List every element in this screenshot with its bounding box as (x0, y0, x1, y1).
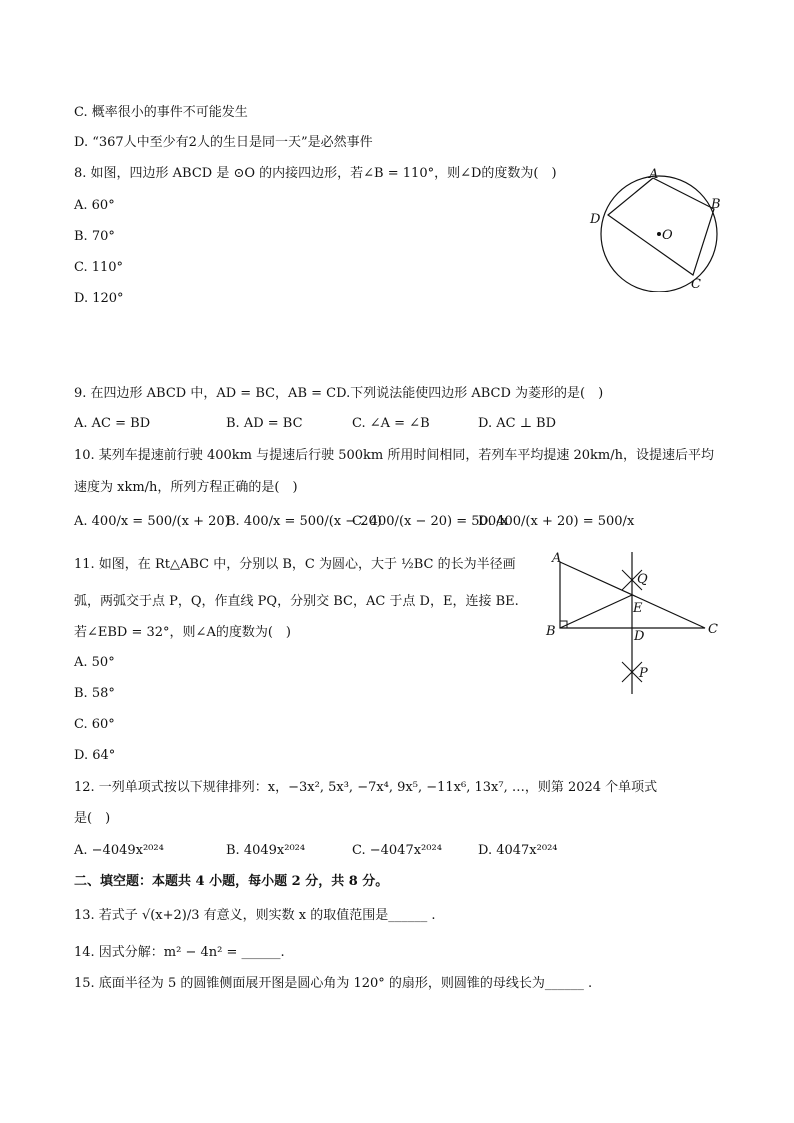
option-c: C. ∠A = ∠B (352, 416, 430, 431)
option-text: C. 概率很小的事件不可能发生 (74, 105, 248, 120)
section-heading: 二、填空题：本题共 4 小题，每小题 2 分，共 8 分。 (74, 874, 389, 889)
label-b: B (546, 624, 556, 639)
option-b: B. AD = BC (226, 416, 303, 431)
question-14: 14. 因式分解：m² − 4n² = ______. (74, 945, 285, 960)
question-13: 13. 若式子 √(x+2)/3 有意义，则实数 x 的取值范围是______ . (74, 908, 436, 923)
option-a: A. −4049x²⁰²⁴ (74, 843, 164, 858)
question-10-cont: 速度为 xkm/h，所列方程正确的是( ) (74, 480, 298, 495)
label-d: D (590, 212, 601, 227)
label-q: Q (637, 572, 648, 587)
option-c: C. 110° (74, 260, 124, 275)
option-b: B. 70° (74, 229, 115, 244)
option-a: A. 50° (74, 655, 115, 670)
option-c: C. 60° (74, 717, 115, 732)
option-d: D. 400/(x + 20) = 500/x (478, 514, 635, 529)
option-a: A. 400/x = 500/(x + 20) (74, 514, 230, 529)
option-text: D. “367人中至少有2人的生日是同一天”是必然事件 (74, 135, 373, 150)
option-c: C. 400/(x − 20) = 500/x (352, 514, 508, 529)
label-c: C (691, 277, 701, 292)
label-a: A (649, 167, 659, 182)
triangle-figure (540, 548, 730, 698)
option-d: D. AC ⊥ BD (478, 416, 557, 431)
question-11: 11. 如图，在 Rt△ABC 中，分别以 B，C 为圆心，大于 ½BC 的长为半径画 (74, 557, 516, 572)
option-d: D. 120° (74, 291, 124, 306)
question-15: 15. 底面半径为 5 的圆锥侧面展开图是圆心角为 120° 的扇形，则圆锥的母线长为______ . (74, 976, 593, 991)
label-a: A (552, 551, 562, 566)
label-d: D (634, 629, 645, 644)
label-p: P (639, 666, 648, 681)
label-c: C (708, 622, 718, 637)
option-c: C. −4047x²⁰²⁴ (352, 843, 442, 858)
circle-figure (582, 162, 732, 292)
question-9: 9. 在四边形 ABCD 中，AD = BC，AB = CD.下列说法能使四边形 ABCD 为菱形的是( ) (74, 386, 604, 401)
question-12: 12. 一列单项式按以下规律排列：x，−3x², 5x³, −7x⁴, 9x⁵, −11x⁶, 13x⁷, …，则第 2024 个单项式 (74, 780, 658, 795)
question-10: 10. 某列车提速前行驶 400km 与提速后行驶 500km 所用时间相同，若列车平均提速 20km/h，设提速后平均 (74, 448, 715, 463)
label-e: E (633, 601, 643, 616)
option-b: B. 58° (74, 686, 115, 701)
question-12-cont: 是( ) (74, 811, 111, 826)
question-11-cont: 弧，两弧交于点 P，Q，作直线 PQ，分别交 BC，AC 于点 D，E，连接 BE. (74, 594, 519, 609)
option-b: B. 4049x²⁰²⁴ (226, 843, 306, 858)
option-d: D. 4047x²⁰²⁴ (478, 843, 558, 858)
option-b: B. 400/x = 500/(x − 20) (226, 514, 382, 529)
label-o: O (662, 228, 673, 243)
option-a: A. AC = BD (74, 416, 151, 431)
label-b: B (711, 197, 721, 212)
option-a: A. 60° (74, 198, 115, 213)
question-11-cont: 若∠EBD = 32°，则∠A的度数为( ) (74, 625, 291, 640)
option-d: D. 64° (74, 748, 116, 763)
question-8: 8. 如图，四边形 ABCD 是 ⊙O 的内接四边形，若∠B = 110°，则∠D的度数为( ) (74, 166, 557, 181)
